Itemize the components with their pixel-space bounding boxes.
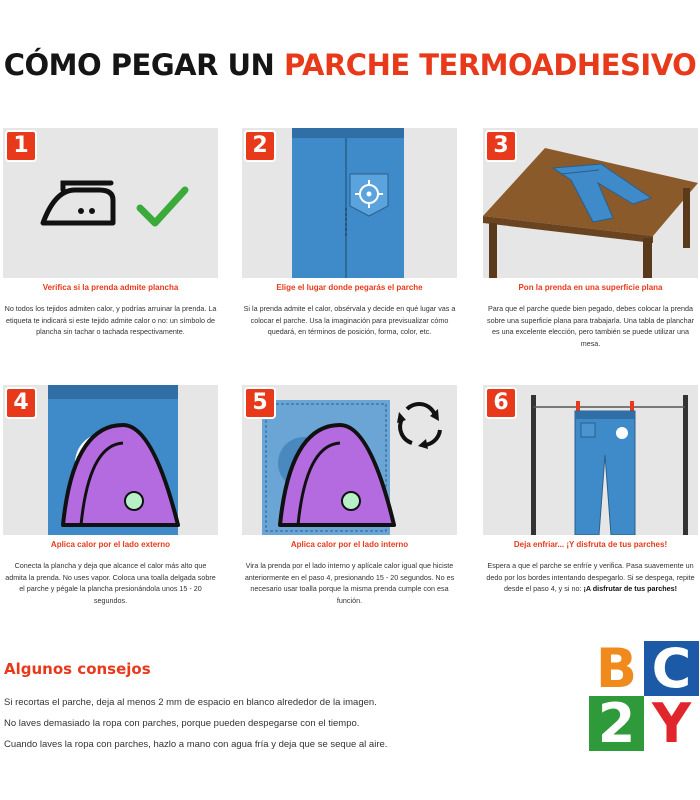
step-4-image xyxy=(3,385,218,535)
step-3-image xyxy=(483,128,698,278)
logo-letter-b: B xyxy=(595,641,638,696)
step-description-text: Espera a que el parche se enfríe y verifica. Pasa suavemente un dedo por los bordes intentando despegarlo. Si se despega, repite desde el paso 4, y si no: xyxy=(486,561,695,593)
iron-icon xyxy=(43,183,113,223)
step-description: Si la prenda admite el calor, obsérvala y decide en qué lugar vas a colocar el parche. Usa la imaginación para previsualizar cómo quedará, en términos de posición, forma, color, etc. xyxy=(243,304,456,336)
step-title: Deja enfriar... ¡Y disfruta de tus parches! xyxy=(513,540,668,549)
step-number: 3 xyxy=(485,130,517,162)
step-description: Conecta la plancha y deja que alcance el calor más alto que admita la prenda. No uses vapor. Coloca una toalla delgada sobre el parche y pégale la plancha presionándola unos 15 - 20 segundos. xyxy=(5,561,216,605)
step-description: No todos los tejidos admiten calor, y podrías arruinar la prenda. La etiqueta te indicará si este tejido admite calor o no: un símbolo de plancha sin tachar o tachada respectivamente. xyxy=(4,304,217,336)
title-part-2: PARCHE TERMOADHESIVO xyxy=(283,48,697,82)
step-1-image xyxy=(3,128,218,278)
tips-title: Algunos consejos xyxy=(4,660,151,678)
step-title: Verifica si la prenda admite plancha xyxy=(42,283,179,292)
step-number: 6 xyxy=(485,387,517,419)
logo-number-2: 2 xyxy=(589,696,644,751)
step-number: 5 xyxy=(244,387,276,419)
step-description: Para que el parche quede bien pegado, debes colocar la prenda sobre una superficie plana para trabajarla. Una tabla de planchar es una excelente elección, pero también se puede utilizar una mesa. xyxy=(487,304,694,348)
step-number: 4 xyxy=(5,387,37,419)
step-title: Aplica calor por el lado externo xyxy=(50,540,171,549)
step-description: Vira la prenda por el lado interno y aplícale calor igual que hiciste anteriormente en el paso 4, presionando 15 - 20 segundos. No es necesario usar toalla porque la misma prenda cumple con esa función. xyxy=(244,561,455,605)
logo-letter-y: Y xyxy=(651,696,692,751)
step-title: Elige el lugar donde pegarás el parche xyxy=(276,283,423,292)
checkmark-icon xyxy=(140,190,185,223)
step-number: 1 xyxy=(5,130,37,162)
title-part-1: CÓMO PEGAR UN xyxy=(3,48,275,82)
step-description xyxy=(483,560,698,595)
tip-item: No laves demasiado la ropa con parches, porque pueden despegarse con el tiempo. xyxy=(4,718,360,729)
bc2y-logo xyxy=(589,641,699,751)
step-number: 2 xyxy=(244,130,276,162)
step-description-highlight: ¡A disfrutar de tus parches! xyxy=(583,584,678,593)
logo-letter-c: C xyxy=(644,641,699,696)
page-title xyxy=(0,48,700,82)
step-2-image xyxy=(242,128,457,278)
step-5-image xyxy=(242,385,457,535)
tip-item: Si recortas el parche, deja al menos 2 mm de espacio en blanco alrededor de la imagen. xyxy=(4,697,377,708)
tip-item: Cuando laves la ropa con parches, hazlo a mano con agua fría y deja que se seque al aire. xyxy=(4,739,388,750)
step-title: Aplica calor por el lado interno xyxy=(290,540,409,549)
rotate-arrows-icon xyxy=(397,404,440,449)
step-6-image xyxy=(483,385,698,535)
step-title: Pon la prenda en una superficie plana xyxy=(518,283,663,292)
